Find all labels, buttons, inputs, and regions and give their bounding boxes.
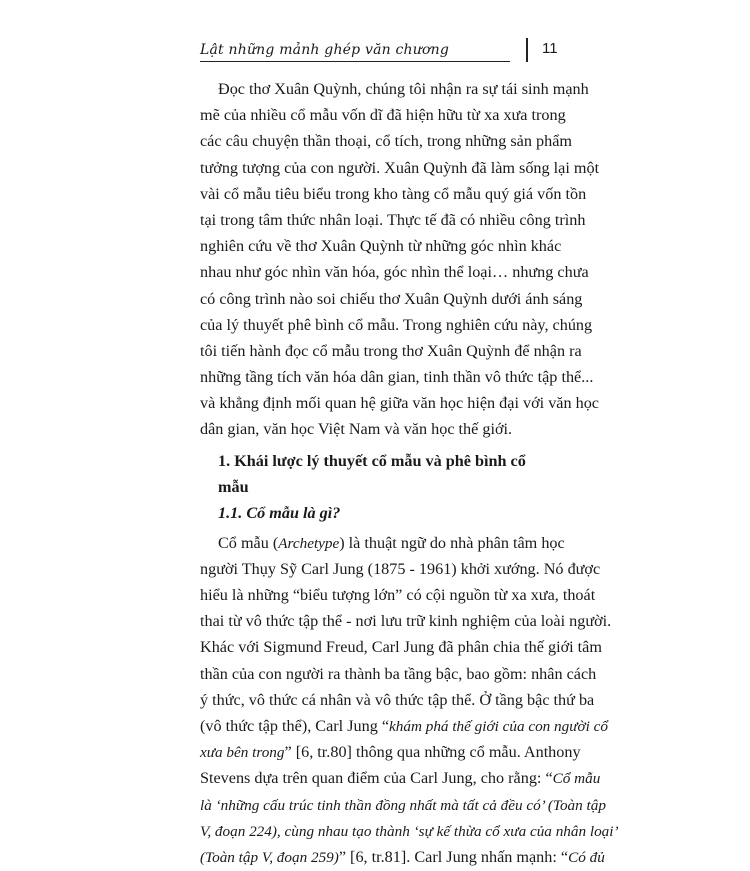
text-line (200, 844, 605, 870)
text-segment: có công trình nào soi chiếu thơ Xuân Quỳnh dưới ánh sáng (200, 289, 583, 308)
text-segment: ) là thuật ngữ do nhà phân tâm học (339, 533, 565, 552)
text-segment: thần của con người ra thành ba tầng bậc, bao gồm: nhân cách (200, 664, 597, 683)
text-line (200, 286, 583, 312)
text-segment: ý thức, vô thức cá nhân và vô thức tập thể. Ở tầng bậc thứ ba (200, 690, 595, 709)
header-divider (526, 38, 528, 62)
text-segment: các câu chuyện thần thoại, cổ tích, trong những sản phẩm (200, 132, 572, 151)
italic-text: xưa bên trong (200, 744, 285, 762)
text-line (200, 312, 593, 338)
text-segment: Khác với Sigmund Freud, Carl Jung đã phân chia thế giới tâm (200, 638, 602, 657)
text-segment: vài cổ mẫu tiêu biểu trong kho tàng cổ mẫu quý giá vốn tồn (200, 184, 587, 203)
text-line (200, 818, 619, 844)
text-segment: Cổ mẫu ( (218, 533, 279, 552)
text-segment: của lý thuyết phê bình cổ mẫu. Trong nghiên cứu này, chúng (200, 315, 593, 334)
italic-text: Có đủ (568, 848, 605, 866)
text-segment: ” [6, tr.81]. Carl Jung nhấn mạnh: “ (338, 847, 569, 866)
text-line (200, 364, 594, 390)
italic-text: (Toàn tập V, đoạn 259) (200, 848, 339, 866)
text-segment: nghiên cứu về thơ Xuân Quỳnh từ những góc nhìn khác (200, 237, 562, 256)
text-line (200, 338, 582, 364)
text-segment: nhau như góc nhìn văn hóa, góc nhìn thể loại… nhưng chưa (200, 263, 589, 282)
text-line (200, 530, 565, 556)
text-line (200, 661, 597, 687)
paragraph-intro (200, 76, 600, 443)
text-line (200, 556, 601, 582)
page-body (200, 76, 619, 870)
page-number: 11 (542, 40, 558, 57)
paragraph-archetype (200, 530, 619, 870)
text-line (200, 416, 558, 442)
text-segment: những tầng tích văn hóa dân gian, tinh thần vô thức tập thể... (200, 368, 594, 387)
text-line (200, 259, 589, 285)
text-segment: mẽ của nhiều cổ mẫu vốn dĩ đã hiện hữu từ xa xưa trong (200, 106, 566, 125)
section-heading: 1. Khái lược lý thuyết cổ mẫu và phê bình cổ mẫu (218, 451, 526, 496)
text-segment: Stevens dựa trên quan điểm của Carl Jung, cho rằng: “ (200, 769, 553, 788)
text-line (200, 102, 566, 128)
text-segment: người Thụy Sỹ Carl Jung (1875 - 1961) khởi xướng. Nó được (200, 559, 601, 578)
text-line (200, 792, 606, 818)
text-line (200, 128, 572, 154)
text-segment: thai từ vô thức tập thể - nơi lưu trữ kinh nghiệm của loài người. (200, 612, 612, 631)
text-segment: tại trong tâm thức nhân loại. Thực tế đã có nhiều công trình (200, 210, 586, 229)
italic-text: khám phá thế giới của con người cổ (389, 717, 608, 735)
italic-text: Archetype (278, 534, 340, 552)
text-line (200, 181, 587, 207)
italic-text: là ‘những cấu trúc tinh thần đồng nhất mà tất cả đều có’ (Toàn tập (200, 796, 606, 814)
running-head: Lật những mảnh ghép văn chương (200, 40, 510, 62)
text-line (200, 582, 596, 608)
subsection-heading: 1.1. Cổ mẫu là gì? (218, 503, 341, 522)
text-line (200, 687, 595, 713)
text-line (200, 155, 600, 181)
text-line (200, 207, 586, 233)
text-segment: hiểu là những “biểu tượng lớn” có cội nguồn từ xa xưa, thoát (200, 586, 596, 604)
text-line (200, 713, 608, 739)
text-line (200, 76, 589, 102)
text-segment: Đọc thơ Xuân Quỳnh, chúng tôi nhận ra sự tái sinh mạnh (218, 80, 589, 98)
text-segment: dân gian, văn học Việt Nam và văn học thế giới. (200, 420, 513, 439)
text-line (200, 608, 612, 634)
text-line (200, 765, 601, 791)
text-line (200, 390, 599, 416)
text-segment: tôi tiến hành đọc cổ mẫu trong thơ Xuân Quỳnh để nhận ra (200, 341, 582, 360)
italic-text: Cổ mẫu (552, 770, 601, 788)
text-segment: và khẳng định mối quan hệ giữa văn học hiện đại với văn học (200, 394, 599, 413)
text-segment: tưởng tượng của con người. Xuân Quỳnh đã làm sống lại một (200, 158, 600, 177)
text-line (200, 634, 602, 660)
italic-text: V, đoạn 224), cùng nhau tạo thành ‘sự kế thừa cổ xưa của nhân loại’ (200, 822, 619, 840)
text-line (200, 739, 581, 765)
text-segment: (vô thức tập thể), Carl Jung “ (200, 716, 390, 735)
text-segment: ” [6, tr.80] thông qua những cổ mẫu. Anthony (284, 743, 581, 762)
text-line (200, 233, 562, 259)
